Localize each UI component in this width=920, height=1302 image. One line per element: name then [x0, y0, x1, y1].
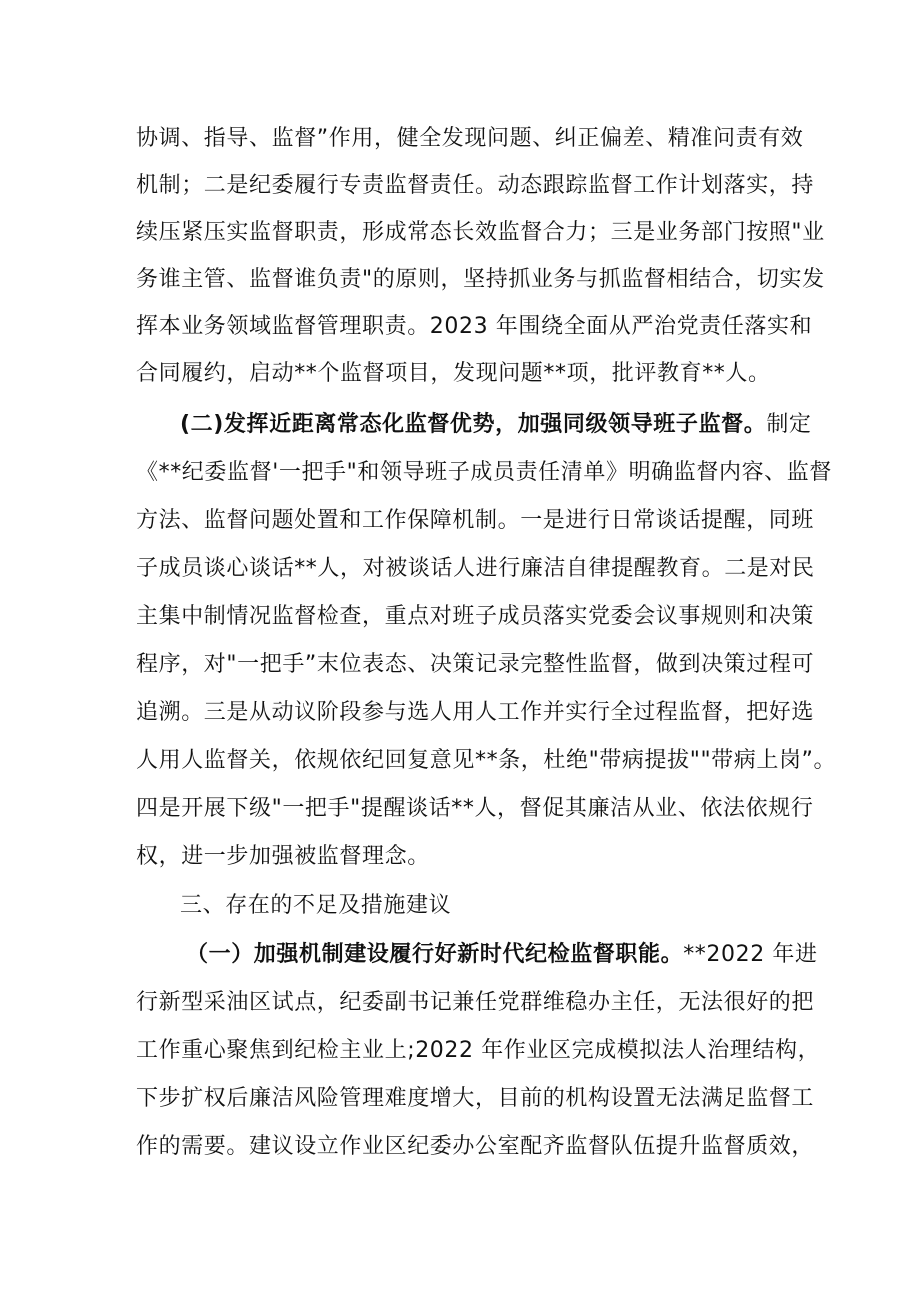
- section-heading-2: (二)发挥近距离常态化监督优势，加强同级领导班子监督。: [180, 412, 767, 437]
- body-line: 四是开展下级"一把手"提醒谈话**人，督促其廉洁从业、依法依规行: [136, 796, 814, 821]
- section-title-3: 三、存在的不足及措施建议: [180, 893, 452, 918]
- body-line: 主集中制情况监督检查，重点对班子成员落实党委会议事规则和决策: [136, 604, 815, 629]
- body-line: 人用人监督关，依规依纪回复意见**条，杜绝"带病提拔""带病上岗”。: [136, 748, 837, 773]
- body-line: 权，进一步加强被监督理念。: [136, 844, 430, 869]
- body-line: 追溯。三是从动议阶段参与选人用人工作并实行全过程监督，把好选: [136, 700, 815, 725]
- body-text: **2022 年进: [683, 942, 818, 967]
- section-heading-3-1: （一）加强机制建设履行好新时代纪检监督职能。: [186, 942, 684, 967]
- body-line: 机制；二是纪委履行专责监督责任。动态跟踪监督工作计划落实，持: [136, 173, 815, 198]
- paragraph-first-line: [186, 940, 818, 970]
- body-line: 《**纪委监督'一把手"和领导班子成员责任清单》明确监督内容、监督: [136, 460, 832, 485]
- body-line: 作的需要。建议设立作业区纪委办公室配齐监督队伍提升监督质效，: [136, 1134, 815, 1159]
- body-line: 挥本业务领域监督管理职责。2023 年围绕全面从严治党责任落实和: [136, 314, 813, 339]
- body-line: 合同履约，启动**个监督项目，发现问题**项，批评教育**人。: [136, 361, 771, 386]
- body-line: 程序，对"一把手”末位表态、决策记录完整性监督，做到决策过程可: [136, 652, 815, 677]
- body-line: 行新型采油区试点，纪委副书记兼任党群维稳办主任，无法很好的把: [136, 990, 815, 1015]
- body-line: 下步扩权后廉洁风险管理难度增大，目前的机构设置无法满足监督工: [136, 1086, 815, 1111]
- body-line: 子成员谈心谈话**人，对被谈话人进行廉洁自律提醒教育。二是对民: [136, 556, 815, 581]
- body-line: 方法、监督问题处置和工作保障机制。一是进行日常谈话提醒，同班: [136, 508, 815, 533]
- body-line: 续压紧压实监督职责，形成常态长效监督合力；三是业务部门按照"业: [136, 220, 825, 245]
- body-line: 工作重心聚焦到纪检主业上;2022 年作业区完成模拟法人治理结构，: [136, 1038, 821, 1063]
- body-line: 务谁主管、监督谁负责"的原则，坚持抓业务与抓监督相结合，切实发: [136, 267, 825, 292]
- body-line: 协调、指导、监督”作用，健全发现问题、纠正偏差、精准问责有效: [136, 126, 804, 151]
- paragraph-first-line: [180, 410, 812, 440]
- body-text: 制定: [766, 412, 812, 437]
